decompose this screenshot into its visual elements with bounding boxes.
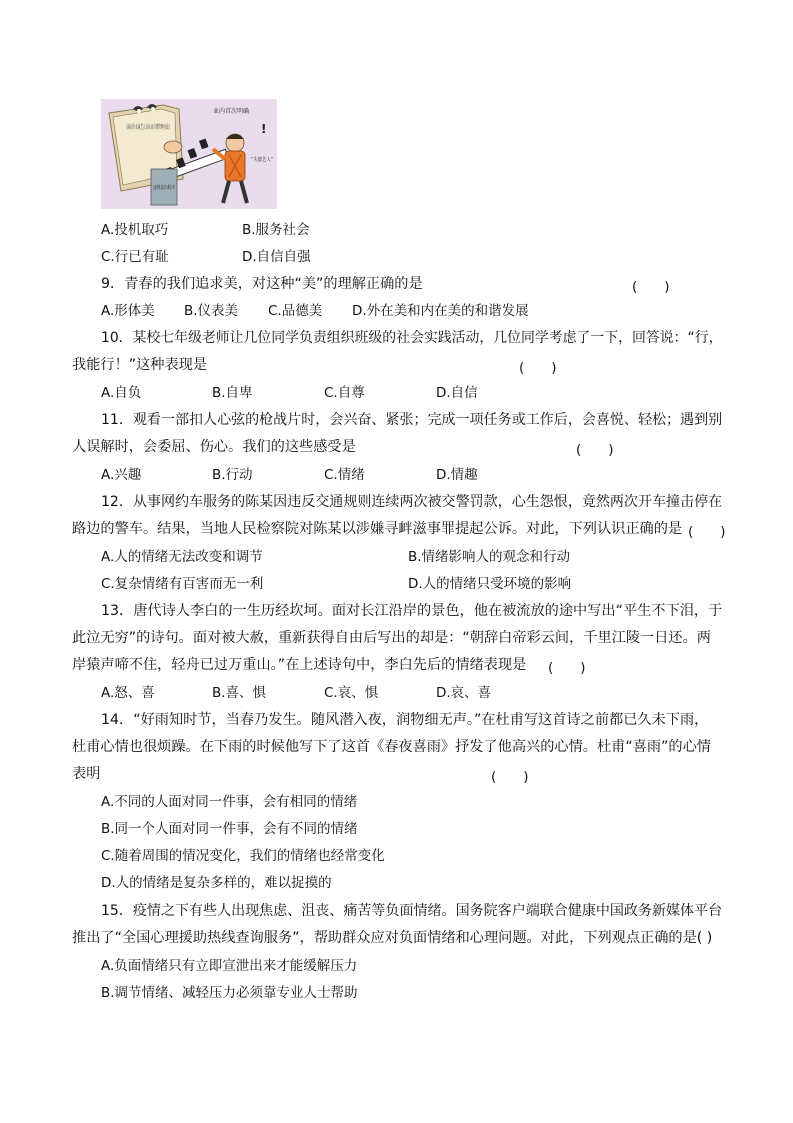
q8-option-c: C.行已有耻 <box>101 249 169 265</box>
q13-option-d: D.哀、喜 <box>436 685 492 701</box>
q12-answer-paren: ( ) <box>688 524 726 540</box>
q14-option-a: A.不同的人面对同一件事，会有相同的情绪 <box>101 794 358 810</box>
q11-stem-line-1: 11．观看一部扣人心弦的枪战片时，会兴奋、紧张；完成一项任务或工作后，会喜悦、轻松；遇到别 <box>101 412 723 428</box>
q13-option-c: C.哀、惧 <box>324 685 379 701</box>
q11-option-d: D.情趣 <box>436 467 478 483</box>
q15-stem-line-1: 15．疫情之下有些人出现焦虑、沮丧、痛苦等负面情绪。国务院客户端联合健康中国政务新媒体平台 <box>101 903 723 919</box>
q10-option-a: A.自负 <box>101 385 142 401</box>
q8-option-b: B.服务社会 <box>242 222 310 238</box>
q8-option-d: D.自信自强 <box>242 249 311 265</box>
q11-stem-line-2: 人误解时，会委屈、伤心。我们的这些感受是 <box>72 439 356 455</box>
q10-stem-line-2: 我能行！”这种表现是 <box>72 357 208 373</box>
q12-stem-line-2: 路边的警车。结果，当地人民检察院对陈某以涉嫌寻衅滋事罪提起公诉。对此，下列认识正确的是 <box>72 521 683 537</box>
q9-stem: 9．青春的我们追求美，对这种“美”的理解正确的是 <box>101 276 423 292</box>
cartoon-person-label: “失德艺人” <box>251 157 277 163</box>
q14-stem-line-2: 杜甫心情也很烦躁。在下雨的时候他写下了这首《春夜喜雨》抒发了他高兴的心情。杜甫“喜雨”的心情 <box>72 739 711 755</box>
q9-option-a: A.形体美 <box>101 303 155 319</box>
q12-option-d: D.人的情绪只受环境的影响 <box>408 576 572 592</box>
q13-stem-line-3: 岸猿声啼不住，轻舟已过万重山。”在上述诗句中，李白先后的情绪表现是 <box>72 657 527 673</box>
q9-answer-paren: ( ) <box>632 279 670 295</box>
q11-answer-paren: ( ) <box>576 442 614 458</box>
q14-stem-line-1: 14．“好雨知时节，当春乃发生。随风潜入夜，润物细无声。”在杜甫写这首诗之前都已久未下雨， <box>101 712 709 728</box>
q9-option-b: B.仪表美 <box>184 303 239 319</box>
q9-option-c: C.品德美 <box>268 303 323 319</box>
q13-stem-line-2: 此泣无穷”的诗句。面对被大赦，重新获得自由后写出的却是：“朝辞白帝彩云间，千里江陵一日还。两 <box>72 630 711 646</box>
q8-option-a: A.投机取巧 <box>101 222 169 238</box>
q14-option-d: D.人的情绪是复杂多样的，难以捉摸的 <box>101 875 332 891</box>
q10-option-d: D.自信 <box>436 385 478 401</box>
q14-stem-line-3: 表明 <box>72 766 101 782</box>
svg-text:!: ! <box>261 122 267 136</box>
q13-option-b: B.喜、惧 <box>212 685 267 701</box>
q14-option-c: C.随着周围的情况变化，我们的情绪也经常变化 <box>101 848 385 864</box>
q15-option-b: B.调节情绪、减轻压力必须靠专业人士帮助 <box>101 985 358 1001</box>
q13-option-a: A.怒、喜 <box>101 685 155 701</box>
q10-option-c: C.自尊 <box>324 385 365 401</box>
cartoon-illustration <box>101 99 277 209</box>
q11-option-b: B.行动 <box>212 467 253 483</box>
q12-stem-line-1: 12．从事网约车服务的陈某因违反交通规则连续两次被交警罚款，心生怨恨，竟然两次开车撞击停在 <box>101 494 723 510</box>
q15-option-a: A.负面情绪只有立即宣泄出来才能缓解压力 <box>101 958 358 974</box>
q11-option-c: C.情绪 <box>324 467 365 483</box>
q15-stem-line-2: 推出了“全国心理援助热线查询服务”，帮助群众应对负面情绪和心理问题。对此，下列观点正确的是( ) <box>72 930 713 946</box>
q14-answer-paren: ( ) <box>491 769 529 785</box>
q12-option-a: A.人的情绪无法改变和调节 <box>101 549 263 565</box>
q10-answer-paren: ( ) <box>519 360 557 376</box>
q10-stem-line-1: 10．某校七年级老师让几位同学负责组织班级的社会实践活动，几位同学考虑了一下，回答说：“行， <box>101 330 723 346</box>
q12-option-b: B.情绪影响人的观念和行动 <box>408 549 571 565</box>
q13-answer-paren: ( ) <box>548 660 586 676</box>
cartoon-barrier-sign: 违规复出程序 <box>153 185 184 191</box>
cartoon-document-title <box>125 123 171 131</box>
cartoon-headline: 业内首次明确 <box>213 108 250 115</box>
q10-option-b: B.自卑 <box>212 385 253 401</box>
q11-option-a: A.兴趣 <box>101 467 142 483</box>
q9-option-d: D.外在美和内在美的和谐发展 <box>352 303 529 319</box>
q13-stem-line-1: 13．唐代诗人李白的一生历经坎坷。面对长江沿岸的景色，他在被流放的途中写出“平生不下泪，于 <box>101 603 723 619</box>
q14-option-b: B.同一个人面对同一件事，会有不同的情绪 <box>101 821 358 837</box>
q12-option-c: C.复杂情绪有百害而无一利 <box>101 576 264 592</box>
